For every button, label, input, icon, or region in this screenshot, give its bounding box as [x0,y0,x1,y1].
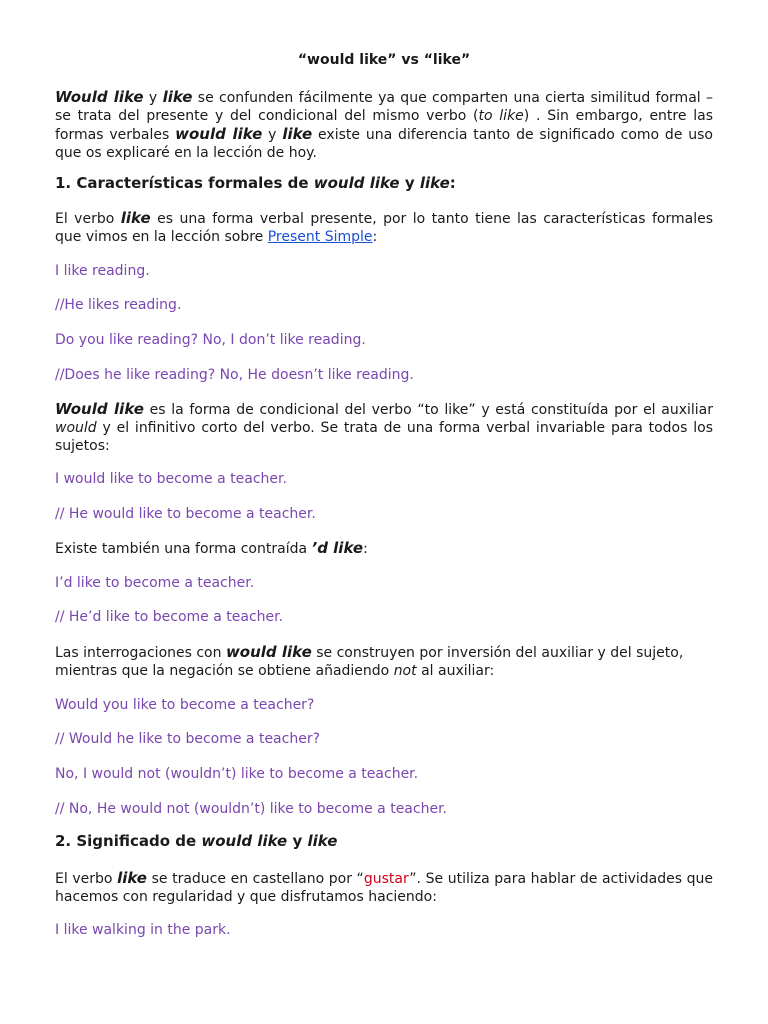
example-line: // No, He would not (wouldn’t) like to become a teacher. [55,801,447,817]
example-line: Would you like to become a teacher? [55,697,315,713]
section-1-paragraph-2: Would like es la forma de condicional del verbo “to like” y está constituída por el auxiliar would y el infinitivo corto del verbo. Se trata de una forma verbal invariable para todos los sujetos: [55,400,713,454]
example-line: I like walking in the park. [55,922,231,938]
section-1-heading: 1. Características formales de would like y like: [55,174,456,192]
example-line: // Would he like to become a teacher? [55,731,321,747]
section-2-paragraph-1: El verbo like se traduce en castellano por “gustar”. Se utiliza para hablar de actividades que hacemos con regularidad y que disfrutamos haciendo: [55,869,714,905]
example-line: //Does he like reading? No, He doesn’t like reading. [55,367,414,383]
term-would-like: Would like [55,88,144,106]
example-line: No, I would not (wouldn’t) like to become a teacher. [55,766,419,782]
example-line: I’d like to become a teacher. [55,575,255,591]
example-line: //He likes reading. [55,297,182,313]
intro-paragraph: Would like y like se confunden fácilmente ya que comparten una cierta similitud formal – se trata del presente y del condicional del mismo verbo (to like) . Sin embargo, entre las formas verbales would like y like existe una diferencia tanto de significado como de uso que os explicaré en la lección de hoy. [55,88,714,161]
example-line: I like reading. [55,263,150,279]
example-line: Do you like reading? No, I don’t like reading. [55,332,366,348]
example-line: // He’d like to become a teacher. [55,609,284,625]
example-line: // He would like to become a teacher. [55,506,316,522]
example-line: I would like to become a teacher. [55,471,287,487]
section-1-paragraph-3: Existe también una forma contraída ’d like: [55,539,368,557]
page-title: “would like” vs “like” [297,52,471,68]
section-1-paragraph-1: El verbo like es una forma verbal presente, por lo tanto tiene las características formales que vimos en la lección sobre Present Simple: [55,209,713,245]
term-like: like [162,88,193,106]
present-simple-link[interactable]: Present Simple [267,229,373,245]
section-2-heading: 2. Significado de would like y like [55,832,338,850]
section-1-paragraph-4: Las interrogaciones con would like se construyen por inversión del auxiliar y del sujeto, mientras que la negación se obtiene añadiendo not al auxiliar: [55,643,684,679]
